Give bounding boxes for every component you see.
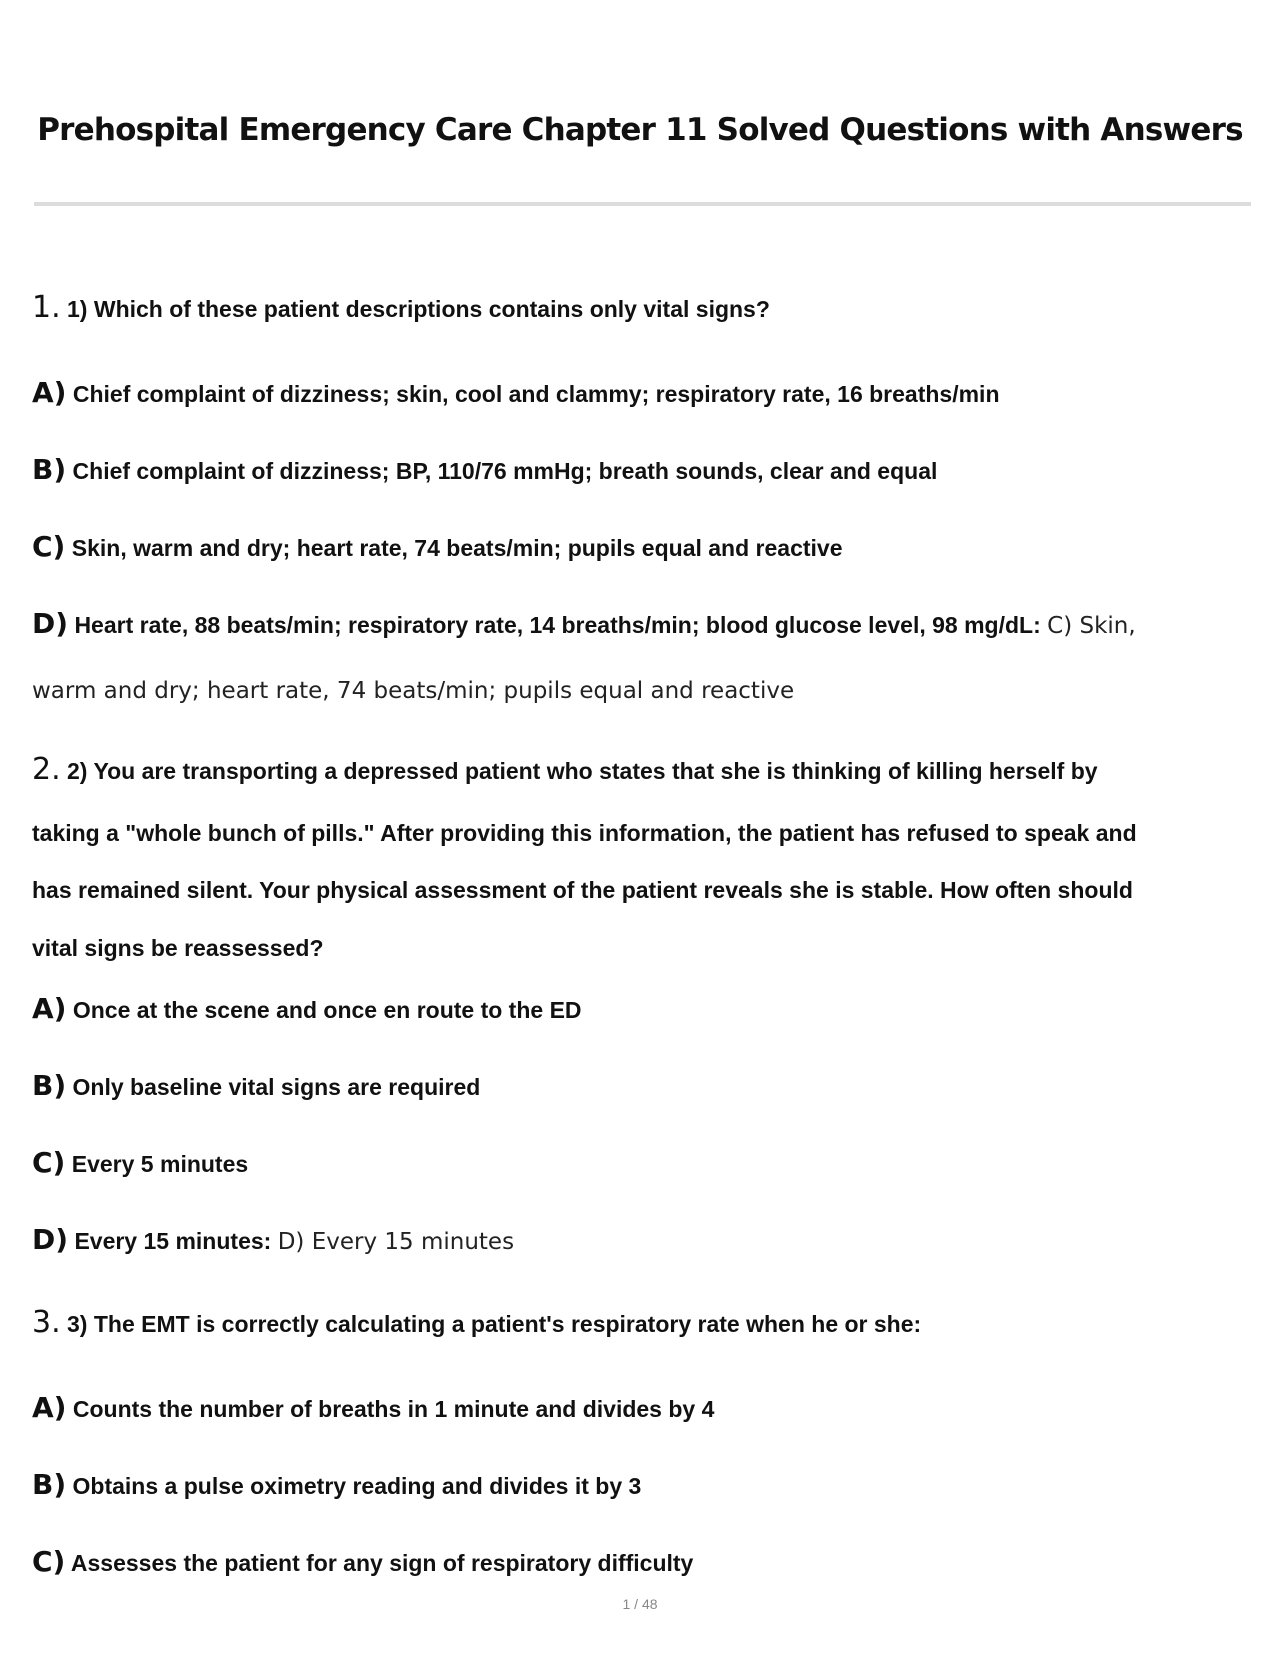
answer-text: D) Every 15 minutes bbox=[277, 1229, 515, 1255]
question-2 bbox=[32, 752, 1098, 787]
option-letter: C) bbox=[32, 530, 66, 563]
question-number: 1. bbox=[32, 290, 61, 325]
question-text-line: has remained silent. Your physical assessment of the patient reveals she is stable. How often should bbox=[32, 877, 1133, 903]
option-letter: A) bbox=[32, 376, 67, 409]
option-text: Heart rate, 88 beats/min; respiratory rate, 14 breaths/min; blood glucose level, 98 mg/dL: bbox=[74, 612, 1041, 638]
option-text: Obtains a pulse oximetry reading and divides it by 3 bbox=[72, 1473, 642, 1499]
question-text: 2) You are transporting a depressed patient who states that she is thinking of killing herself by bbox=[67, 758, 1098, 784]
question-text: 1) Which of these patient descriptions contains only vital signs? bbox=[67, 296, 770, 322]
question-number: 2. bbox=[32, 752, 61, 787]
option-c bbox=[32, 530, 843, 563]
question-number: 3. bbox=[32, 1305, 61, 1340]
page-indicator: 1 / 48 bbox=[622, 1596, 658, 1612]
option-b bbox=[32, 453, 937, 486]
option-text: Once at the scene and once en route to the ED bbox=[72, 997, 582, 1023]
option-letter: A) bbox=[32, 1391, 67, 1424]
option-b bbox=[32, 1069, 480, 1102]
option-c bbox=[32, 1146, 248, 1179]
question-1 bbox=[32, 290, 770, 325]
option-text: Chief complaint of dizziness; skin, cool and clammy; respiratory rate, 16 breaths/min bbox=[72, 381, 1000, 407]
option-letter: C) bbox=[32, 1545, 66, 1578]
option-text: Assesses the patient for any sign of respiratory difficulty bbox=[70, 1550, 694, 1576]
option-letter: B) bbox=[32, 453, 67, 486]
option-text: Every 15 minutes: bbox=[74, 1228, 272, 1254]
option-letter: B) bbox=[32, 1468, 67, 1501]
option-text: Counts the number of breaths in 1 minute and divides by 4 bbox=[72, 1396, 715, 1422]
question-text-line: vital signs be reassessed? bbox=[32, 935, 324, 961]
option-a bbox=[32, 376, 1000, 409]
title-divider bbox=[34, 202, 1251, 206]
option-a bbox=[32, 1391, 714, 1424]
answer-text: C) Skin, bbox=[1047, 613, 1136, 639]
document-title: Prehospital Emergency Care Chapter 11 Solved Questions with Answers bbox=[37, 112, 1243, 148]
option-letter: A) bbox=[32, 992, 67, 1025]
option-text: Skin, warm and dry; heart rate, 74 beats/min; pupils equal and reactive bbox=[71, 535, 843, 561]
option-letter: C) bbox=[32, 1146, 66, 1179]
option-text: Every 5 minutes bbox=[71, 1151, 249, 1177]
option-letter: B) bbox=[32, 1069, 67, 1102]
option-d bbox=[32, 607, 1136, 640]
question-text: 3) The EMT is correctly calculating a patient's respiratory rate when he or she: bbox=[67, 1311, 922, 1337]
answer-continuation: warm and dry; heart rate, 74 beats/min; pupils equal and reactive bbox=[32, 678, 795, 704]
option-a bbox=[32, 992, 582, 1025]
option-d bbox=[32, 1223, 514, 1256]
question-3 bbox=[32, 1305, 921, 1340]
option-letter: D) bbox=[32, 607, 69, 640]
option-text: Chief complaint of dizziness; BP, 110/76 mmHg; breath sounds, clear and equal bbox=[72, 458, 938, 484]
option-c bbox=[32, 1545, 693, 1578]
question-text-line: taking a "whole bunch of pills." After providing this information, the patient has refused to speak and bbox=[32, 820, 1137, 846]
option-text: Only baseline vital signs are required bbox=[72, 1074, 481, 1100]
option-b bbox=[32, 1468, 641, 1501]
option-letter: D) bbox=[32, 1223, 69, 1256]
